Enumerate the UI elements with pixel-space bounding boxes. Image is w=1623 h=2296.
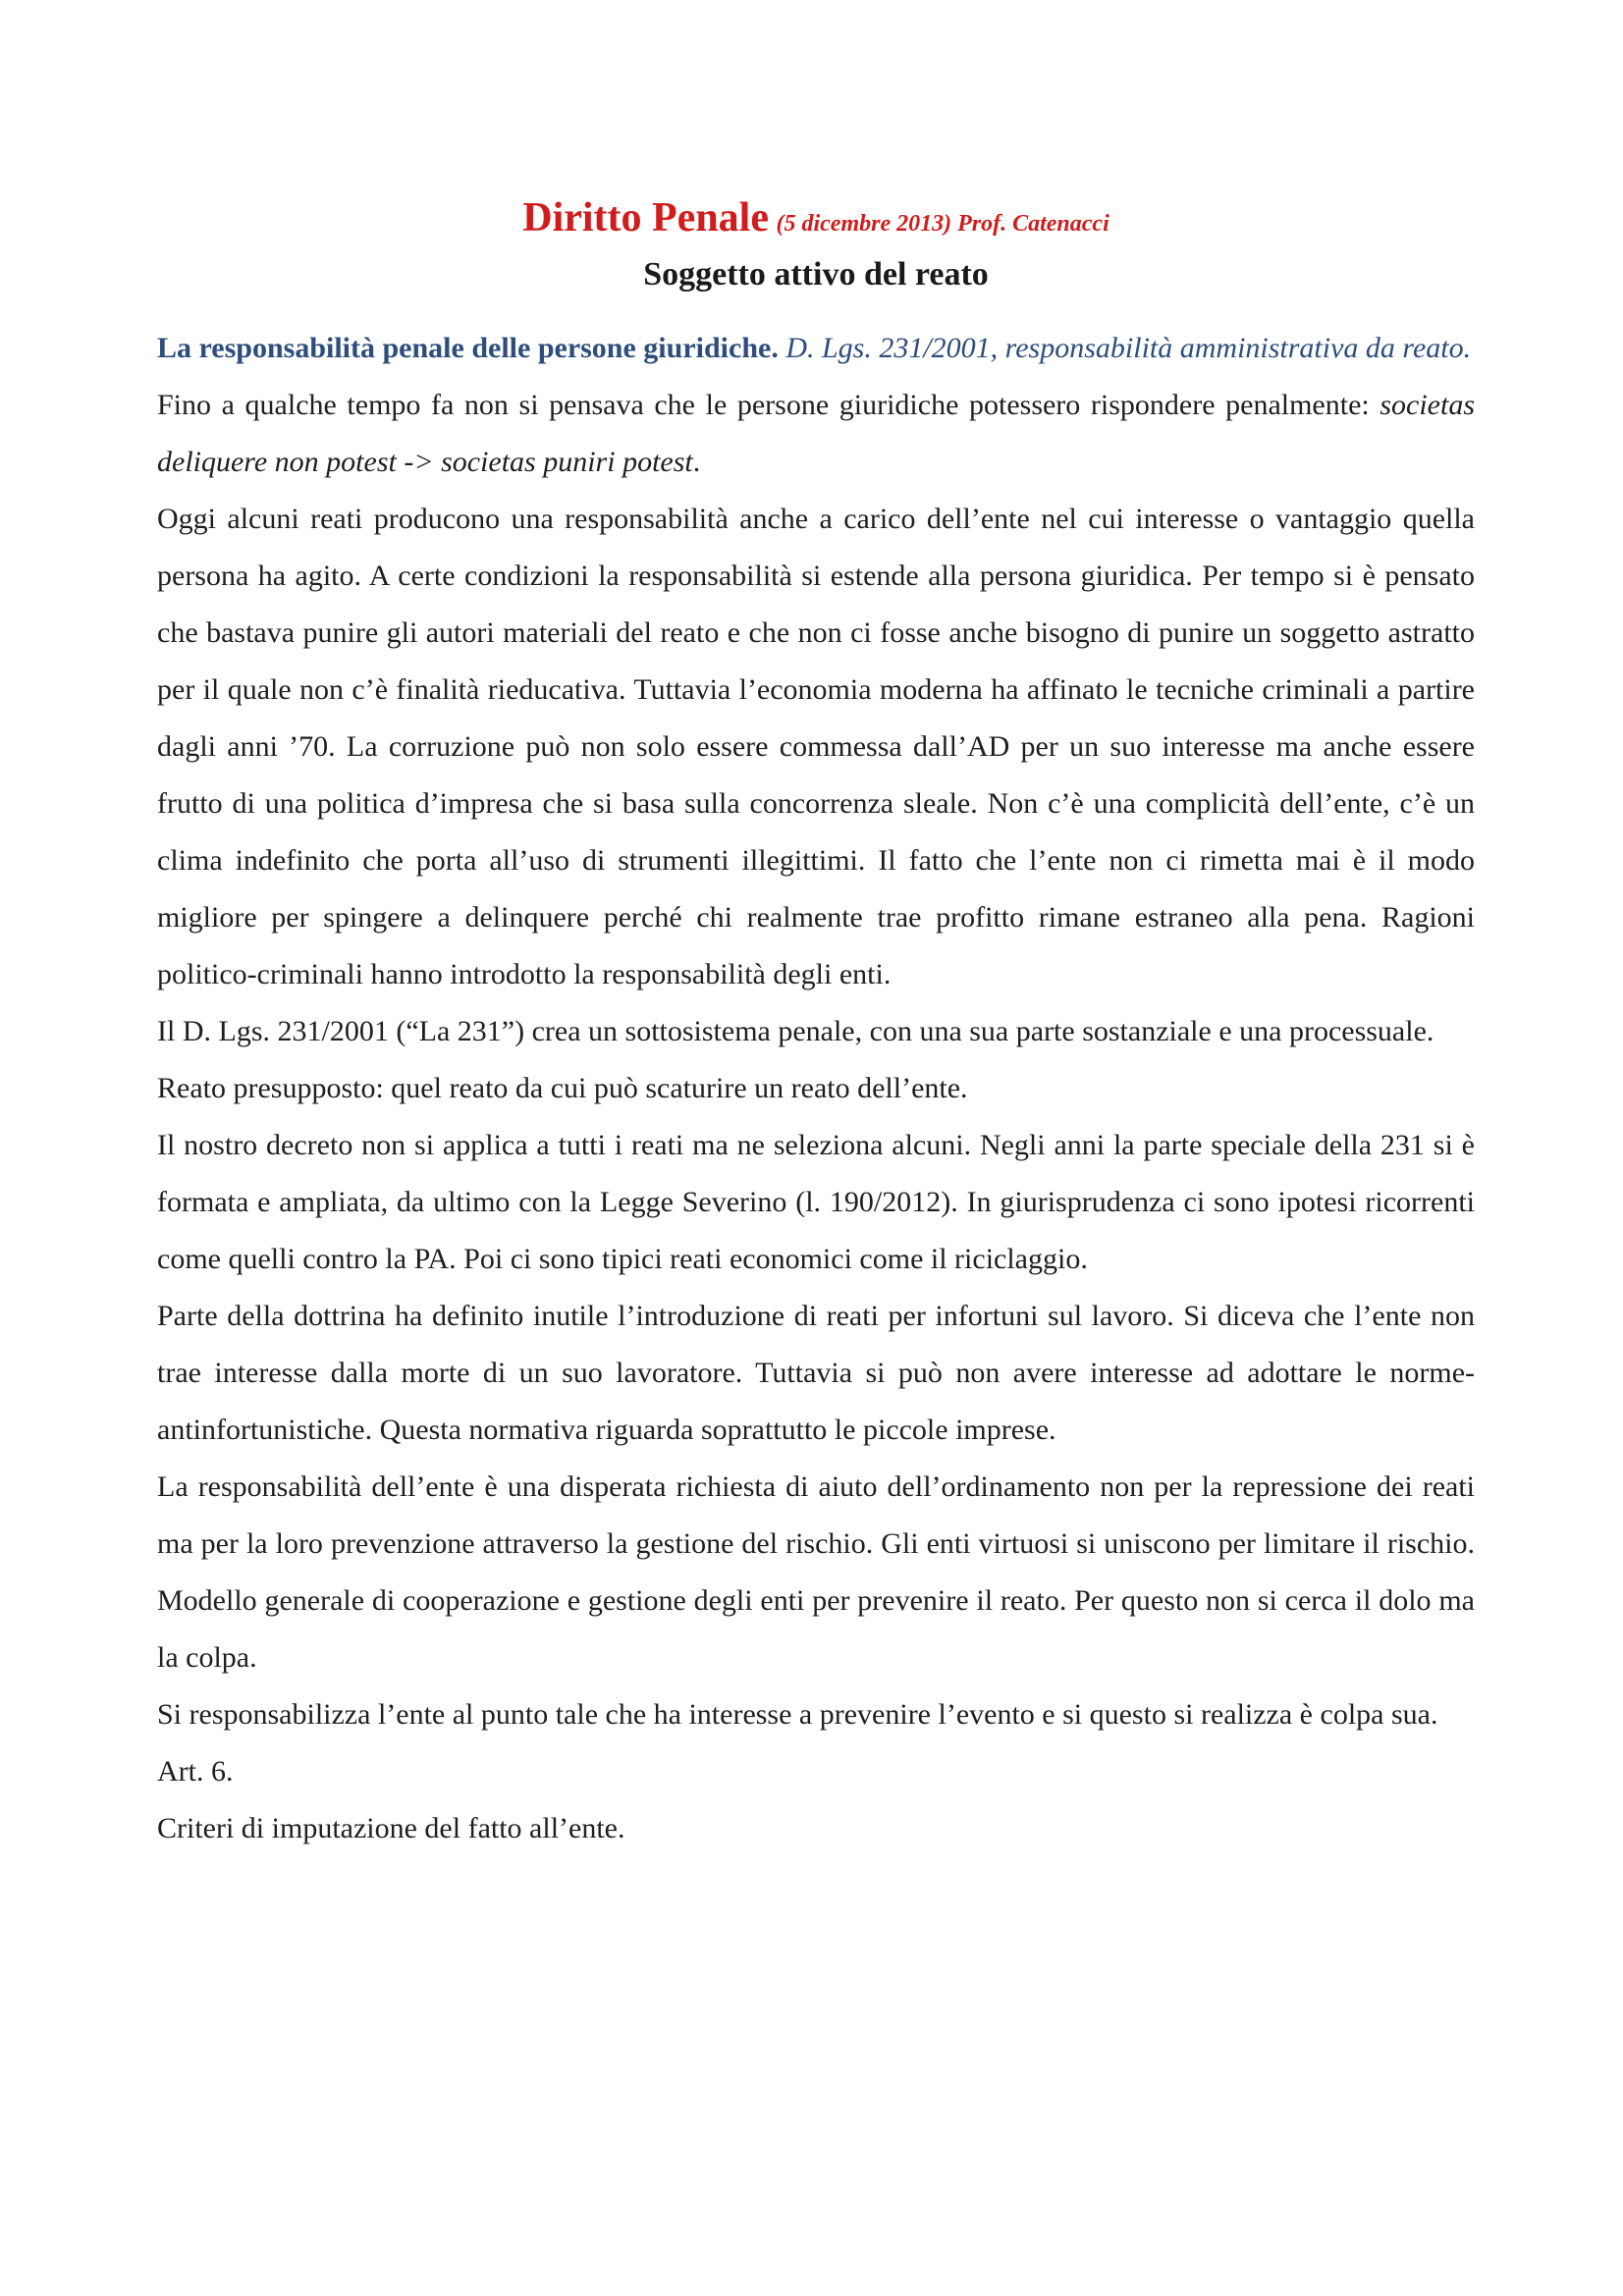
paragraph-1-italic: societas deliquere non potest -> societas puniri potest <box>157 389 1475 478</box>
lead-italic: D. Lgs. 231/2001, responsabilità amministrativa da reato. <box>785 332 1472 364</box>
document-body <box>157 192 1475 1857</box>
paragraph-1-text: Fino a qualche tempo fa non si pensava che le persone giuridiche potessero rispondere penalmente: <box>157 389 1380 421</box>
title-meta: (5 dicembre 2013) Prof. Catenacci <box>776 211 1109 237</box>
paragraph-1-end: . <box>692 446 701 478</box>
paragraph: La responsabilità dell’ente è una disperata richiesta di aiuto dell’ordinamento non per la repressione dei reati ma per la loro prevenzione attraverso la gestione del rischio. Gli enti virtuosi si uniscono per limitare il rischio. Modello generale di cooperazione e gestione degli enti per prevenire il reato. Per questo non si cerca il dolo ma la colpa. <box>157 1470 1475 1674</box>
title-line <box>157 192 1475 249</box>
page-title: Diritto Penale <box>522 195 769 240</box>
paragraph-1 <box>157 377 1475 491</box>
paragraph: Oggi alcuni reati producono una responsabilità anche a carico dell’ente nel cui interesse o vantaggio quella persona ha agito. A certe condizioni la responsabilità si estende alla persona giuridica. Per tempo si è pensato che bastava punire gli autori materiali del reato e che non ci fosse anche bisogno di punire un soggetto astratto per il quale non c’è finalità rieducativa. Tuttavia l’economia moderna ha affinato le tecniche criminali a partire dagli anni ’70. La corruzione può non solo essere commessa dall’AD per un suo interesse ma anche essere frutto di una politica d’impresa che si basa sulla concorrenza sleale. Non c’è una complicità dell’ente, c’è un clima indefinito che porta all’uso di strumenti illegittimi. Il fatto che l’ente non ci rimetta mai è il modo migliore per spingere a delinquere perché chi realmente trae profitto rimane estraneo alla pena. Ragioni politico-criminali hanno introdotto la responsabilità degli enti. <box>157 503 1475 990</box>
paragraph: Il D. Lgs. 231/2001 (“La 231”) crea un sottosistema penale, con una sua parte sostanziale e una processuale. <box>157 1015 1434 1047</box>
lead-bold: La responsabilità penale delle persone giuridiche. <box>157 332 779 364</box>
paragraph: Il nostro decreto non si applica a tutti i reati ma ne seleziona alcuni. Negli anni la parte speciale della 231 si è formata e ampliata, da ultimo con la Legge Severino (l. 190/2012). In giurisprudenza ci sono ipotesi ricorrenti come quelli contro la PA. Poi ci sono tipici reati economici come il riciclaggio. <box>157 1129 1475 1275</box>
page-subtitle: Soggetto attivo del reato <box>643 256 989 293</box>
paragraph: Si responsabilizza l’ente al punto tale che ha interesse a prevenire l’evento e si questo si realizza è colpa sua. <box>157 1698 1438 1731</box>
paragraph: Criteri di imputazione del fatto all’ente. <box>157 1812 625 1844</box>
paragraph: Art. 6. <box>157 1755 234 1788</box>
paragraph: Reato presupposto: quel reato da cui può scaturire un reato dell’ente. <box>157 1072 968 1104</box>
paragraph: Parte della dottrina ha definito inutile l’introduzione di reati per infortuni sul lavoro. Si diceva che l’ente non trae interesse dalla morte di un suo lavoratore. Tuttavia si può non avere interesse ad adottare le norme-antinfortunistiche. Questa normativa riguarda soprattutto le piccole imprese. <box>157 1300 1475 1446</box>
lead-paragraph <box>157 320 1475 377</box>
